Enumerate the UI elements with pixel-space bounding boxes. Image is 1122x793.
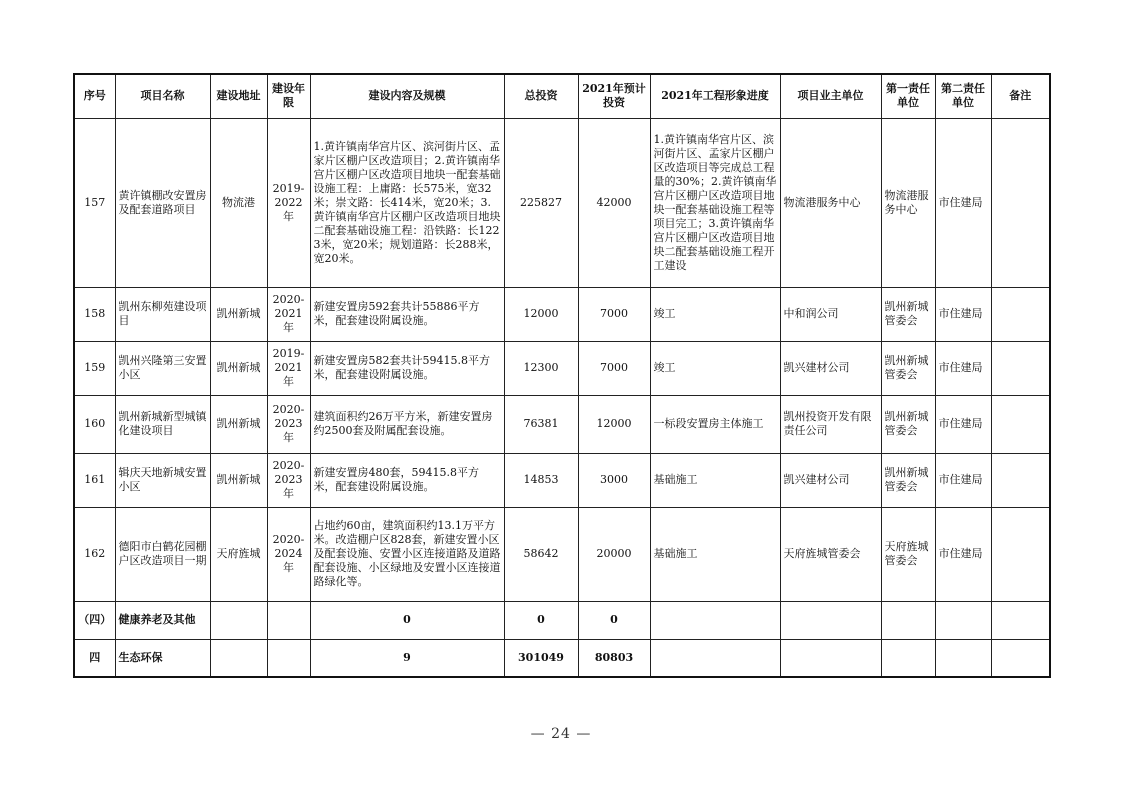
row-name: 辑庆天地新城安置小区 bbox=[115, 453, 210, 507]
row-years: 2019-2022年 bbox=[267, 118, 310, 287]
row-addr: 凯州新城 bbox=[210, 341, 267, 395]
row-progress: 竣工 bbox=[650, 341, 780, 395]
row-progress: 基础施工 bbox=[650, 453, 780, 507]
summary-name: 生态环保 bbox=[115, 639, 210, 677]
header-cell: 2021年预计投资 bbox=[578, 74, 650, 118]
empty-cell bbox=[881, 601, 935, 639]
header-row bbox=[74, 74, 1050, 118]
row-second: 市住建局 bbox=[935, 287, 991, 341]
row-years: 2020-2023年 bbox=[267, 395, 310, 453]
row-first: 凯州新城管委会 bbox=[881, 287, 935, 341]
summary-invest2021: 0 bbox=[578, 601, 650, 639]
empty-cell bbox=[210, 639, 267, 677]
row-no: 160 bbox=[74, 395, 115, 453]
row-name: 凯州东柳苑建设项目 bbox=[115, 287, 210, 341]
row-invest2021: 20000 bbox=[578, 507, 650, 601]
header-cell: 2021年工程形象进度 bbox=[650, 74, 780, 118]
row-no: 157 bbox=[74, 118, 115, 287]
row-total: 14853 bbox=[504, 453, 578, 507]
row-note bbox=[991, 341, 1050, 395]
summary-invest2021: 80803 bbox=[578, 639, 650, 677]
row-second: 市住建局 bbox=[935, 507, 991, 601]
row-owner: 凯州投资开发有限责任公司 bbox=[780, 395, 881, 453]
row-invest2021: 42000 bbox=[578, 118, 650, 287]
summary-name: 健康养老及其他 bbox=[115, 601, 210, 639]
row-name: 凯州兴隆第三安置小区 bbox=[115, 341, 210, 395]
summary-row bbox=[74, 601, 1050, 639]
row-progress: 一标段安置房主体施工 bbox=[650, 395, 780, 453]
empty-cell bbox=[991, 639, 1050, 677]
row-invest2021: 7000 bbox=[578, 341, 650, 395]
header-cell: 序号 bbox=[74, 74, 115, 118]
row-progress: 1.黄许镇南华宫片区、滨河街片区、孟家片区棚户区改造项目等完成总工程量的30%；2.黄许镇南华宫片区棚户区改造项目地块一配套基础设施工程等项目完工；3.黄许镇南华宫片区棚户区改造项目地块二配套基础设施工程开工建设 bbox=[650, 118, 780, 287]
row-addr: 凯州新城 bbox=[210, 395, 267, 453]
row-owner: 天府旌城管委会 bbox=[780, 507, 881, 601]
header-cell: 项目业主单位 bbox=[780, 74, 881, 118]
row-invest2021: 7000 bbox=[578, 287, 650, 341]
row-addr: 天府旌城 bbox=[210, 507, 267, 601]
row-content: 1.黄许镇南华宫片区、滨河街片区、孟家片区棚户区改造项目；2.黄许镇南华宫片区棚户区改造项目地块一配套基础设施工程：上庸路：长575米，宽32米；崇文路：长414米，宽20米；3.黄许镇南华宫片区棚户区改造项目地块二配套基础设施工程：沿铁路：长1223米，宽20米；规划道路：长288米，宽20米。 bbox=[310, 118, 504, 287]
table-row bbox=[74, 507, 1050, 601]
row-years: 2020-2024年 bbox=[267, 507, 310, 601]
row-note bbox=[991, 395, 1050, 453]
summary-no: （四） bbox=[74, 601, 115, 639]
row-years: 2020-2023年 bbox=[267, 453, 310, 507]
row-note bbox=[991, 287, 1050, 341]
row-first: 凯州新城管委会 bbox=[881, 341, 935, 395]
table-row bbox=[74, 453, 1050, 507]
row-second: 市住建局 bbox=[935, 341, 991, 395]
row-content: 新建安置房592套共计55886平方米，配套建设附属设施。 bbox=[310, 287, 504, 341]
row-years: 2019-2021年 bbox=[267, 341, 310, 395]
empty-cell bbox=[780, 601, 881, 639]
empty-cell bbox=[935, 639, 991, 677]
row-owner: 中和润公司 bbox=[780, 287, 881, 341]
empty-cell bbox=[650, 601, 780, 639]
empty-cell bbox=[267, 639, 310, 677]
row-first: 凯州新城管委会 bbox=[881, 395, 935, 453]
row-years: 2020-2021年 bbox=[267, 287, 310, 341]
row-owner: 物流港服务中心 bbox=[780, 118, 881, 287]
header-cell: 建设内容及规模 bbox=[310, 74, 504, 118]
row-name: 德阳市白鹤花园棚户区改造项目一期 bbox=[115, 507, 210, 601]
row-addr: 凯州新城 bbox=[210, 453, 267, 507]
row-total: 12000 bbox=[504, 287, 578, 341]
page-number: — 24 — bbox=[530, 726, 592, 742]
summary-row bbox=[74, 639, 1050, 677]
row-owner: 凯兴建材公司 bbox=[780, 341, 881, 395]
empty-cell bbox=[267, 601, 310, 639]
empty-cell bbox=[780, 639, 881, 677]
row-total: 12300 bbox=[504, 341, 578, 395]
row-progress: 竣工 bbox=[650, 287, 780, 341]
row-content: 占地约60亩，建筑面积约13.1万平方米。改造棚户区828套，新建安置小区及配套设施、安置小区连接道路及道路配套设施、小区绿地及安置小区连接道路绿化等。 bbox=[310, 507, 504, 601]
row-total: 58642 bbox=[504, 507, 578, 601]
row-note bbox=[991, 453, 1050, 507]
empty-cell bbox=[991, 601, 1050, 639]
summary-total: 0 bbox=[504, 601, 578, 639]
row-second: 市住建局 bbox=[935, 395, 991, 453]
row-content: 建筑面积约26万平方米，新建安置房约2500套及附属配套设施。 bbox=[310, 395, 504, 453]
row-name: 黄许镇棚改安置房及配套道路项目 bbox=[115, 118, 210, 287]
summary-no: 四 bbox=[74, 639, 115, 677]
header-cell: 备注 bbox=[991, 74, 1050, 118]
row-invest2021: 12000 bbox=[578, 395, 650, 453]
row-progress: 基础施工 bbox=[650, 507, 780, 601]
row-note bbox=[991, 507, 1050, 601]
header-cell: 总投资 bbox=[504, 74, 578, 118]
empty-cell bbox=[650, 639, 780, 677]
empty-cell bbox=[210, 601, 267, 639]
empty-cell bbox=[881, 639, 935, 677]
row-addr: 物流港 bbox=[210, 118, 267, 287]
table-row bbox=[74, 118, 1050, 287]
row-note bbox=[991, 118, 1050, 287]
header-cell: 建设年限 bbox=[267, 74, 310, 118]
table-row bbox=[74, 341, 1050, 395]
row-name: 凯州新城新型城镇化建设项目 bbox=[115, 395, 210, 453]
row-content: 新建安置房582套共计59415.8平方米，配套建设附属设施。 bbox=[310, 341, 504, 395]
row-first: 天府旌城管委会 bbox=[881, 507, 935, 601]
row-first: 凯州新城管委会 bbox=[881, 453, 935, 507]
project-table bbox=[73, 73, 1051, 678]
row-content: 新建安置房480套，59415.8平方米，配套建设附属设施。 bbox=[310, 453, 504, 507]
header-cell: 建设地址 bbox=[210, 74, 267, 118]
row-owner: 凯兴建材公司 bbox=[780, 453, 881, 507]
header-cell: 第一责任单位 bbox=[881, 74, 935, 118]
header-cell: 项目名称 bbox=[115, 74, 210, 118]
summary-total: 301049 bbox=[504, 639, 578, 677]
row-no: 162 bbox=[74, 507, 115, 601]
row-total: 76381 bbox=[504, 395, 578, 453]
row-second: 市住建局 bbox=[935, 453, 991, 507]
header-cell: 第二责任单位 bbox=[935, 74, 991, 118]
table-row bbox=[74, 395, 1050, 453]
row-second: 市住建局 bbox=[935, 118, 991, 287]
row-no: 158 bbox=[74, 287, 115, 341]
row-first: 物流港服务中心 bbox=[881, 118, 935, 287]
row-no: 159 bbox=[74, 341, 115, 395]
empty-cell bbox=[935, 601, 991, 639]
row-no: 161 bbox=[74, 453, 115, 507]
row-invest2021: 3000 bbox=[578, 453, 650, 507]
row-addr: 凯州新城 bbox=[210, 287, 267, 341]
summary-count: 0 bbox=[310, 601, 504, 639]
row-total: 225827 bbox=[504, 118, 578, 287]
table-row bbox=[74, 287, 1050, 341]
summary-count: 9 bbox=[310, 639, 504, 677]
